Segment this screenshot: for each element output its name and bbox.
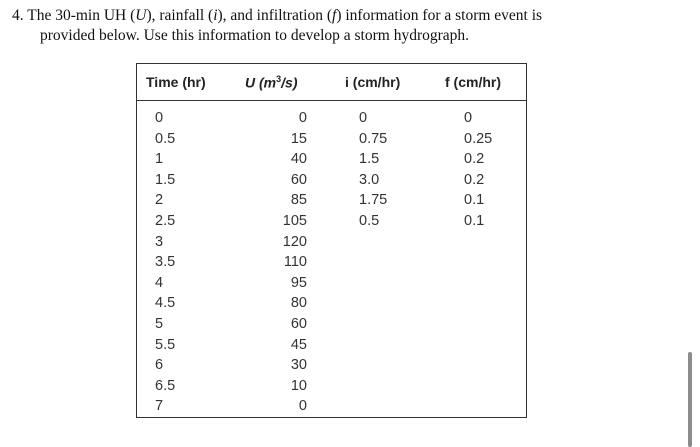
u-cell: 45 [290,336,307,353]
problem-text-1a: The 30-min UH ( [27,7,136,24]
time-cell: 1 [155,151,164,168]
problem-text-1c: ), and infiltration ( [217,7,332,24]
u-cell: 15 [290,130,307,147]
f-cell: 0.1 [464,192,485,209]
time-cell: 0 [155,110,164,126]
time-cell: 0.5 [155,130,176,147]
u-cell: 30 [290,357,307,374]
i-cell: 1.5 [359,151,380,168]
table-header [137,64,526,101]
data-table [136,63,527,418]
f-cell: 0.25 [464,130,493,147]
u-cell: 0 [298,110,307,126]
u-cell: 10 [290,377,307,394]
u-cell: 80 [290,295,307,312]
u-cell: 85 [290,192,307,209]
problem-number: 4. [12,7,24,24]
header-f: f (cm/hr) [445,74,501,90]
i-cell: 0 [359,110,368,126]
u-cell: 0 [298,398,307,415]
time-cell: 5.5 [155,336,176,353]
header-u: U $(m^3/s)$ [245,74,298,91]
i-cell: 3.0 [359,171,380,188]
f-cell: 0.1 [464,212,485,229]
time-cell: 2 [155,192,164,209]
u-cell: 60 [290,171,307,188]
u-cell: 40 [290,151,307,168]
u-cell: 95 [290,274,307,291]
scrollbar[interactable] [688,352,692,447]
problem-text-2: provided below. Use this information to develop a storm hydrograph. [40,27,470,44]
column-i [359,108,419,232]
problem-text-1b: ), rainfall ( [146,7,214,24]
time-cell: 3 [155,233,164,250]
u-cell: 110 [283,254,307,271]
symbol-U: U [135,7,147,24]
time-cell: 5 [155,315,164,332]
header-i: i (cm/hr) [345,74,401,90]
u-cell: 60 [290,315,307,332]
problem-text-1d: ) information for a storm event is [336,7,543,24]
u-cell: 120 [282,233,307,250]
u-cell: 105 [282,212,307,229]
symbol-i: i [213,7,218,24]
f-cell: 0.2 [464,171,485,188]
symbol-f: f [332,7,337,24]
time-cell: 6.5 [155,377,176,394]
f-cell: 0 [464,110,473,126]
i-cell: 0.75 [359,130,388,147]
column-time [155,108,205,417]
i-cell: 0.5 [359,212,380,229]
time-cell: 4 [155,274,164,291]
time-cell: 7 [155,398,164,415]
i-cell: 1.75 [359,192,388,209]
column-f [464,108,524,232]
time-cell: 4.5 [155,295,176,312]
time-cell: 2.5 [155,212,176,229]
problem-statement [12,6,672,46]
time-cell: 3.5 [155,254,176,271]
time-cell: 1.5 [155,171,176,188]
time-cell: 6 [155,357,164,374]
column-u [255,108,307,417]
header-time: Time (hr) [146,74,206,90]
f-cell: 0.2 [464,151,485,168]
